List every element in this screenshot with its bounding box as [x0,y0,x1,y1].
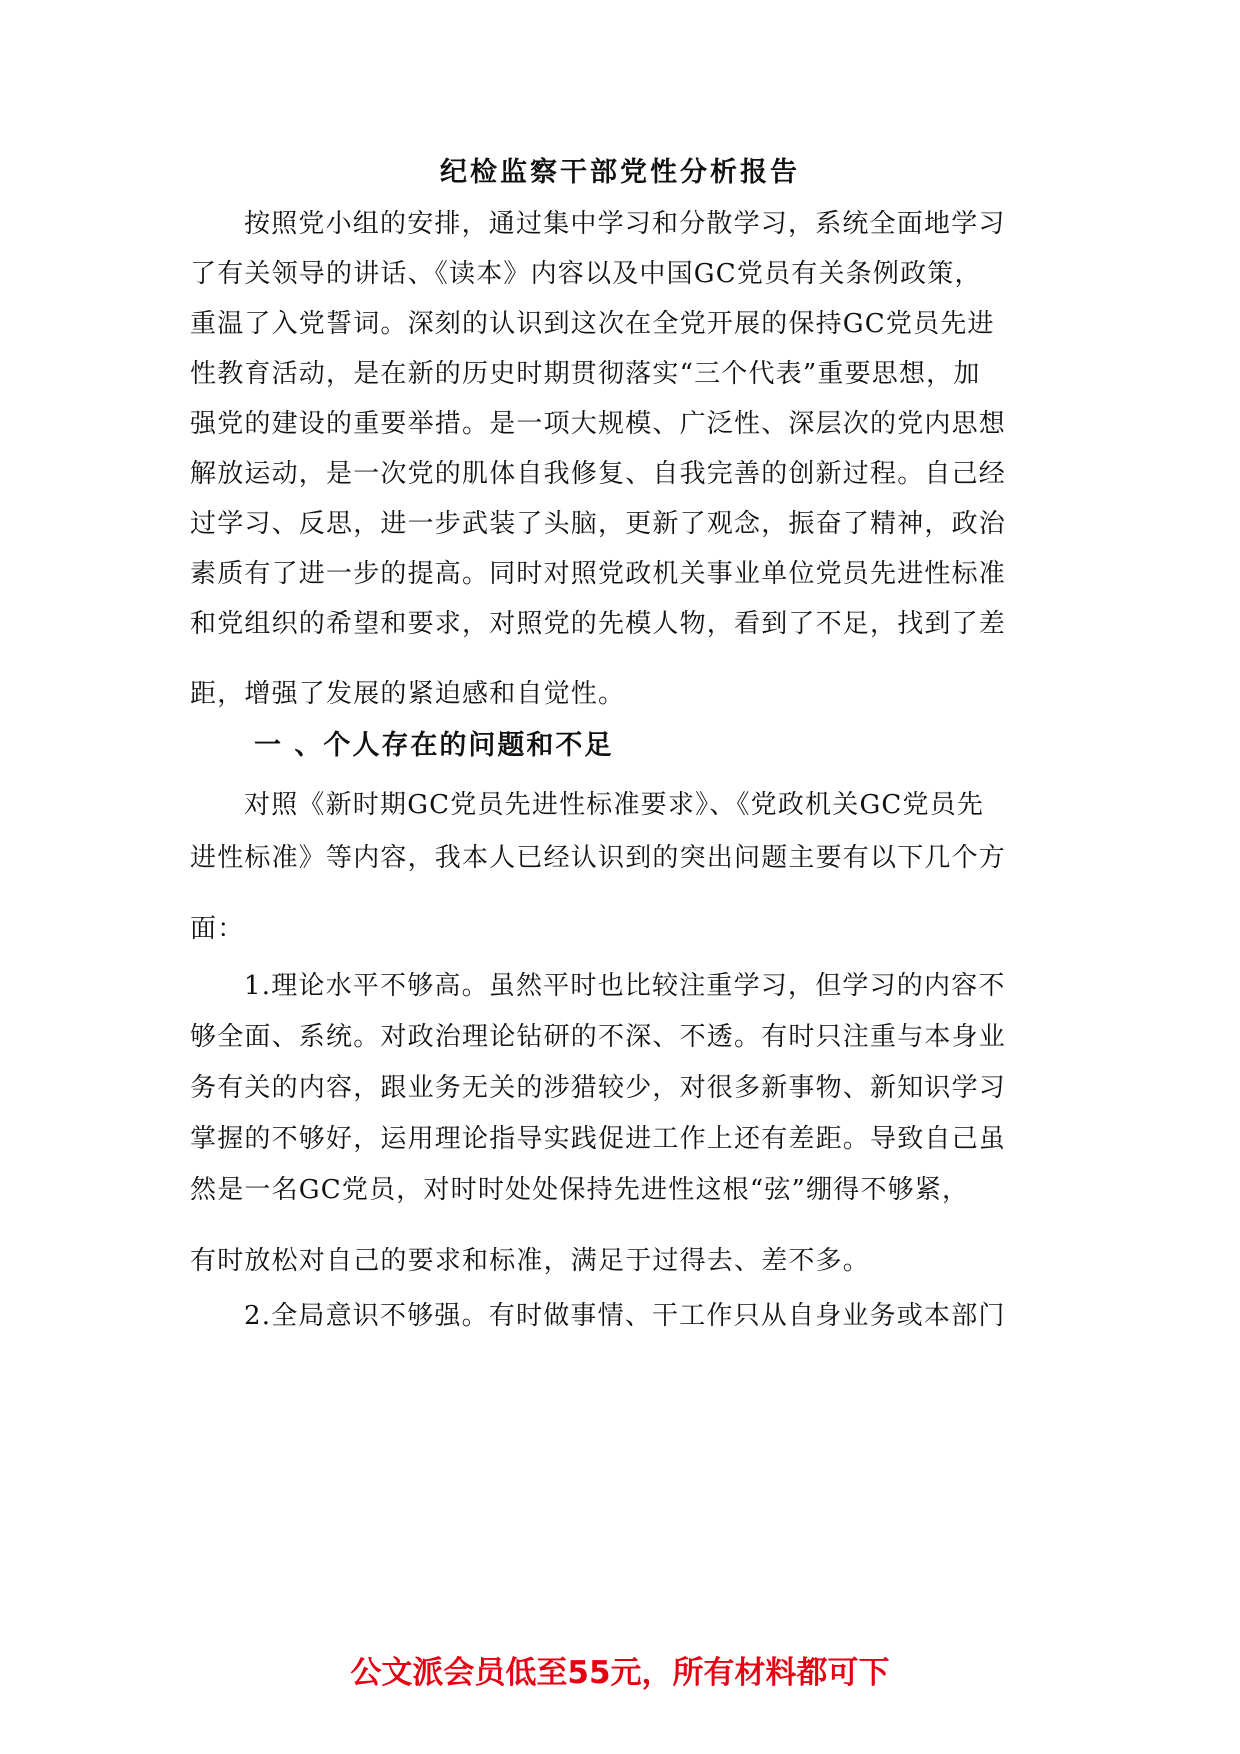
intro-line: 了有关领导的讲话、《读本》内容以及中国GC党员有关条例政策， [190,259,982,289]
section-heading: 一 、个人存在的问题和不足 [254,730,614,761]
intro-line: 重温了入党誓词。深刻的认识到这次在全党开展的保持GC党员先进 [190,309,995,339]
intro-line: 距，增强了发展的紧迫感和自觉性。 [190,679,626,709]
item1-line: 务有关的内容，跟业务无关的涉猎较少，对很多新事物、新知识学习 [190,1073,1007,1103]
item1-line: 然是一名GC党员，对时时处处保持先进性这根“弦”绷得不够紧， [190,1175,970,1205]
item1-line: 有时放松对自己的要求和标准，满足于过得去、差不多。 [190,1246,871,1276]
promo-banner[interactable]: 公文派会员低至55元，所有材料都可下 [350,1655,890,1691]
section-line: 面： [190,914,245,944]
intro-line: 素质有了进一步的提高。同时对照党政机关事业单位党员先进性标准 [190,559,1007,589]
section-line: 进性标准》等内容，我本人已经认识到的突出问题主要有以下几个方 [190,843,1007,873]
intro-line: 按照党小组的安排，通过集中学习和分散学习，系统全面地学习 [244,209,1006,239]
item1-line: 够全面、系统。对政治理论钻研的不深、不透。有时只注重与本身业 [190,1022,1007,1052]
item2-line: 2.全局意识不够强。有时做事情、干工作只从自身业务或本部门 [244,1301,1006,1331]
intro-line: 和党组织的希望和要求，对照党的先模人物，看到了不足，找到了差 [190,609,1007,639]
intro-line: 性教育活动，是在新的历史时期贯彻落实“三个代表”重要思想，加 [190,359,981,389]
document-title: 纪检监察干部党性分析报告 [440,157,800,188]
intro-line: 过学习、反思，进一步武装了头脑，更新了观念，振奋了精神，政治 [190,509,1007,539]
section-line: 对照《新时期GC党员先进性标准要求》、《党政机关GC党员先 [244,790,985,820]
intro-line: 强党的建设的重要举措。是一项大规模、广泛性、深层次的党内思想 [190,409,1007,439]
item1-line: 掌握的不够好，运用理论指导实践促进工作上还有差距。导致自己虽 [190,1124,1007,1154]
item1-line: 1.理论水平不够高。虽然平时也比较注重学习，但学习的内容不 [244,971,1006,1001]
intro-line: 解放运动，是一次党的肌体自我修复、自我完善的创新过程。自己经 [190,459,1007,489]
